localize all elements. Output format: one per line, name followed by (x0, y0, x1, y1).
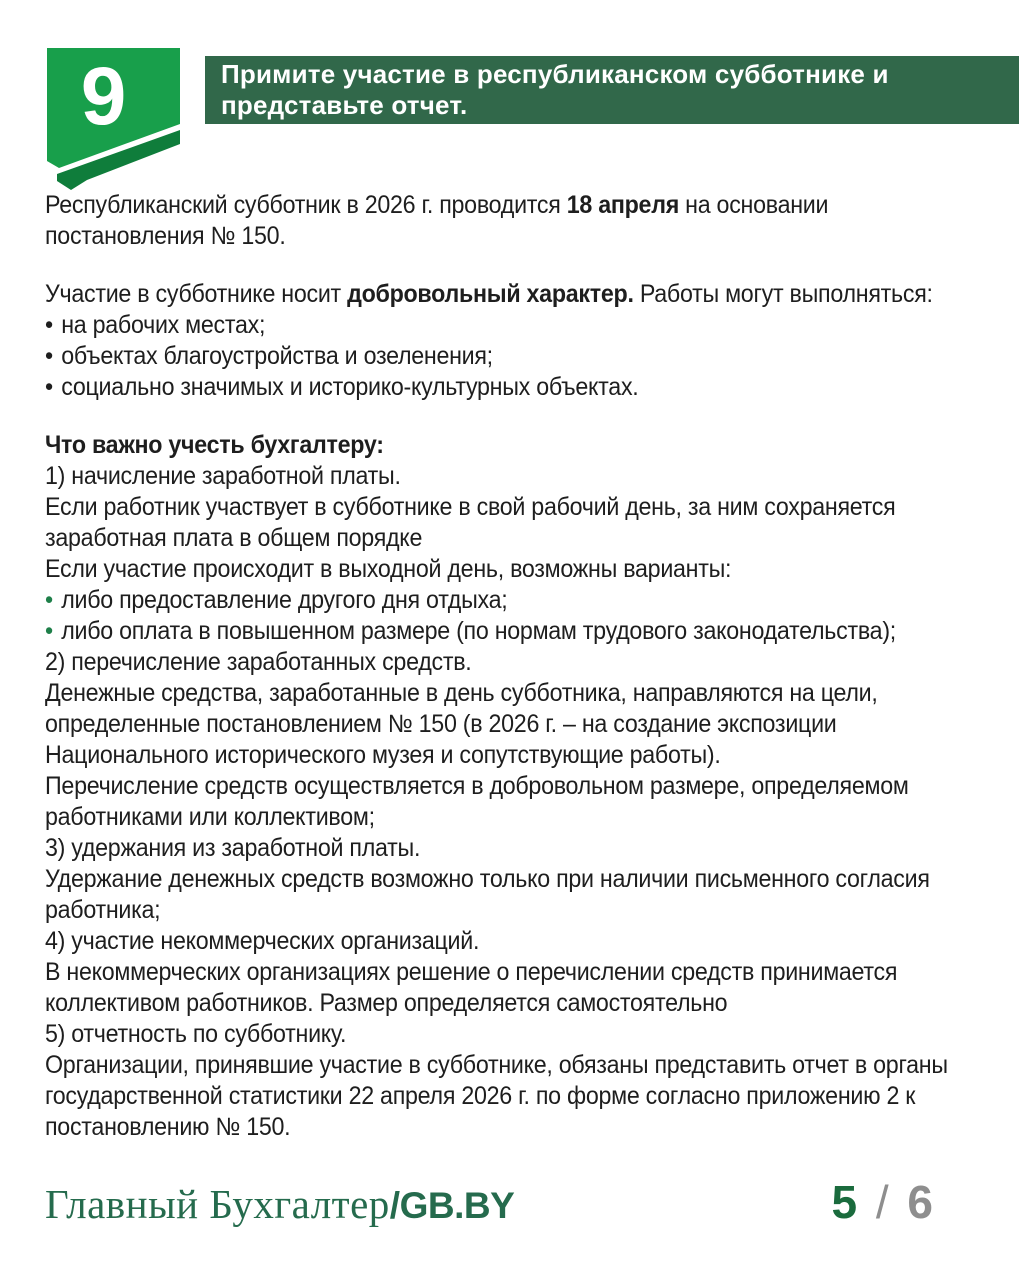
page-total: 6 (907, 1176, 936, 1228)
text-run: Работы могут выполняться: (633, 280, 933, 308)
text-block (45, 554, 980, 585)
text-block (45, 926, 980, 957)
text-run: 4) участие некоммерческих организаций. (45, 927, 480, 955)
text-run: Участие в субботнике носит (45, 280, 348, 308)
bold-text-run: Что важно учесть бухгалтеру: (45, 431, 384, 459)
publisher-logo (45, 1180, 514, 1228)
bullet-item (45, 585, 980, 616)
bullet-item (45, 616, 980, 647)
header-title-line-2: представьте отчет. (221, 90, 468, 120)
text-run: Перечисление средств осуществляется в добровольном размере, определяемом работниками или коллективом; (45, 772, 909, 831)
number-badge (47, 48, 180, 200)
badge-number: 9 (80, 51, 127, 142)
header-banner (205, 56, 1019, 124)
text-run: В некоммерческих организациях решение о перечислении средств принимается коллективом работников. Размер определяется самостоятельно (45, 958, 898, 1017)
text-run: либо оплата в повышенном размере (по нормам трудового законодательства); (61, 617, 896, 645)
text-run: Если работник участвует в субботнике в свой рабочий день, за ним сохраняется заработная плата в общем порядке (45, 493, 896, 552)
text-run: Если участие происходит в выходной день, возможны варианты: (45, 555, 732, 583)
text-run: на основании постановления № 150. (45, 191, 829, 250)
text-run: Организации, принявшие участие в субботнике, обязаны представить отчет в органы государственной статистики 22 апреля 2026 г. по форме согласно приложению 2 к постановлению № 150. (45, 1051, 948, 1141)
text-run: Удержание денежных средств возможно только при наличии письменного согласия работника; (45, 865, 930, 924)
text-block (45, 864, 980, 926)
header-title-line-1: Примите участие в республиканском субботнике и (221, 59, 889, 89)
text-run: Республиканский субботник в 2026 г. проводится (45, 191, 567, 219)
text-block (45, 492, 980, 554)
text-block (45, 190, 980, 252)
text-run: объектах благоустройства и озеленения; (61, 342, 493, 370)
text-block (45, 1050, 980, 1143)
bullet-item (45, 341, 980, 372)
text-run: 3) удержания из заработной платы. (45, 834, 421, 862)
text-run: 1) начисление заработной платы. (45, 462, 401, 490)
footer (45, 1175, 978, 1229)
text-block (45, 833, 980, 864)
text-block (45, 1019, 980, 1050)
text-run: на рабочих местах; (61, 311, 266, 339)
bullet-icon: • (45, 342, 53, 370)
text-block (45, 771, 980, 833)
bullet-icon: • (45, 586, 53, 614)
bullet-icon: • (45, 617, 53, 645)
bullet-item (45, 372, 980, 403)
text-run: 2) перечисление заработанных средств. (45, 648, 472, 676)
page-indicator (831, 1175, 936, 1229)
bold-text-run: 18 апреля (566, 191, 679, 219)
text-run: 5) отчетность по субботнику. (45, 1020, 347, 1048)
page-current: 5 (831, 1176, 861, 1228)
text-block (45, 678, 980, 771)
bold-text-run: добровольный характер. (347, 280, 634, 308)
bullet-icon: • (45, 311, 53, 339)
text-run: либо предоставление другого дня отдыха; (61, 586, 508, 614)
bullet-item (45, 310, 980, 341)
page-separator: / (860, 1176, 908, 1228)
text-block (45, 957, 980, 1019)
publisher-logo-name: Главный Бухгалтер (45, 1181, 390, 1227)
body-content (45, 190, 980, 1143)
text-block (45, 461, 980, 492)
publisher-logo-suffix: /GB.BY (389, 1185, 515, 1226)
text-run: Денежные средства, заработанные в день субботника, направляются на цели, определенные постановлением № 150 (в 2026 г. – на создание экспозиции Национального исторического музея и сопутствующие работы). (45, 679, 878, 769)
bullet-icon: • (45, 373, 53, 401)
text-block (45, 279, 980, 310)
text-block (45, 647, 980, 678)
text-run: социально значимых и историко-культурных объектах. (61, 373, 639, 401)
section-heading (45, 430, 980, 461)
